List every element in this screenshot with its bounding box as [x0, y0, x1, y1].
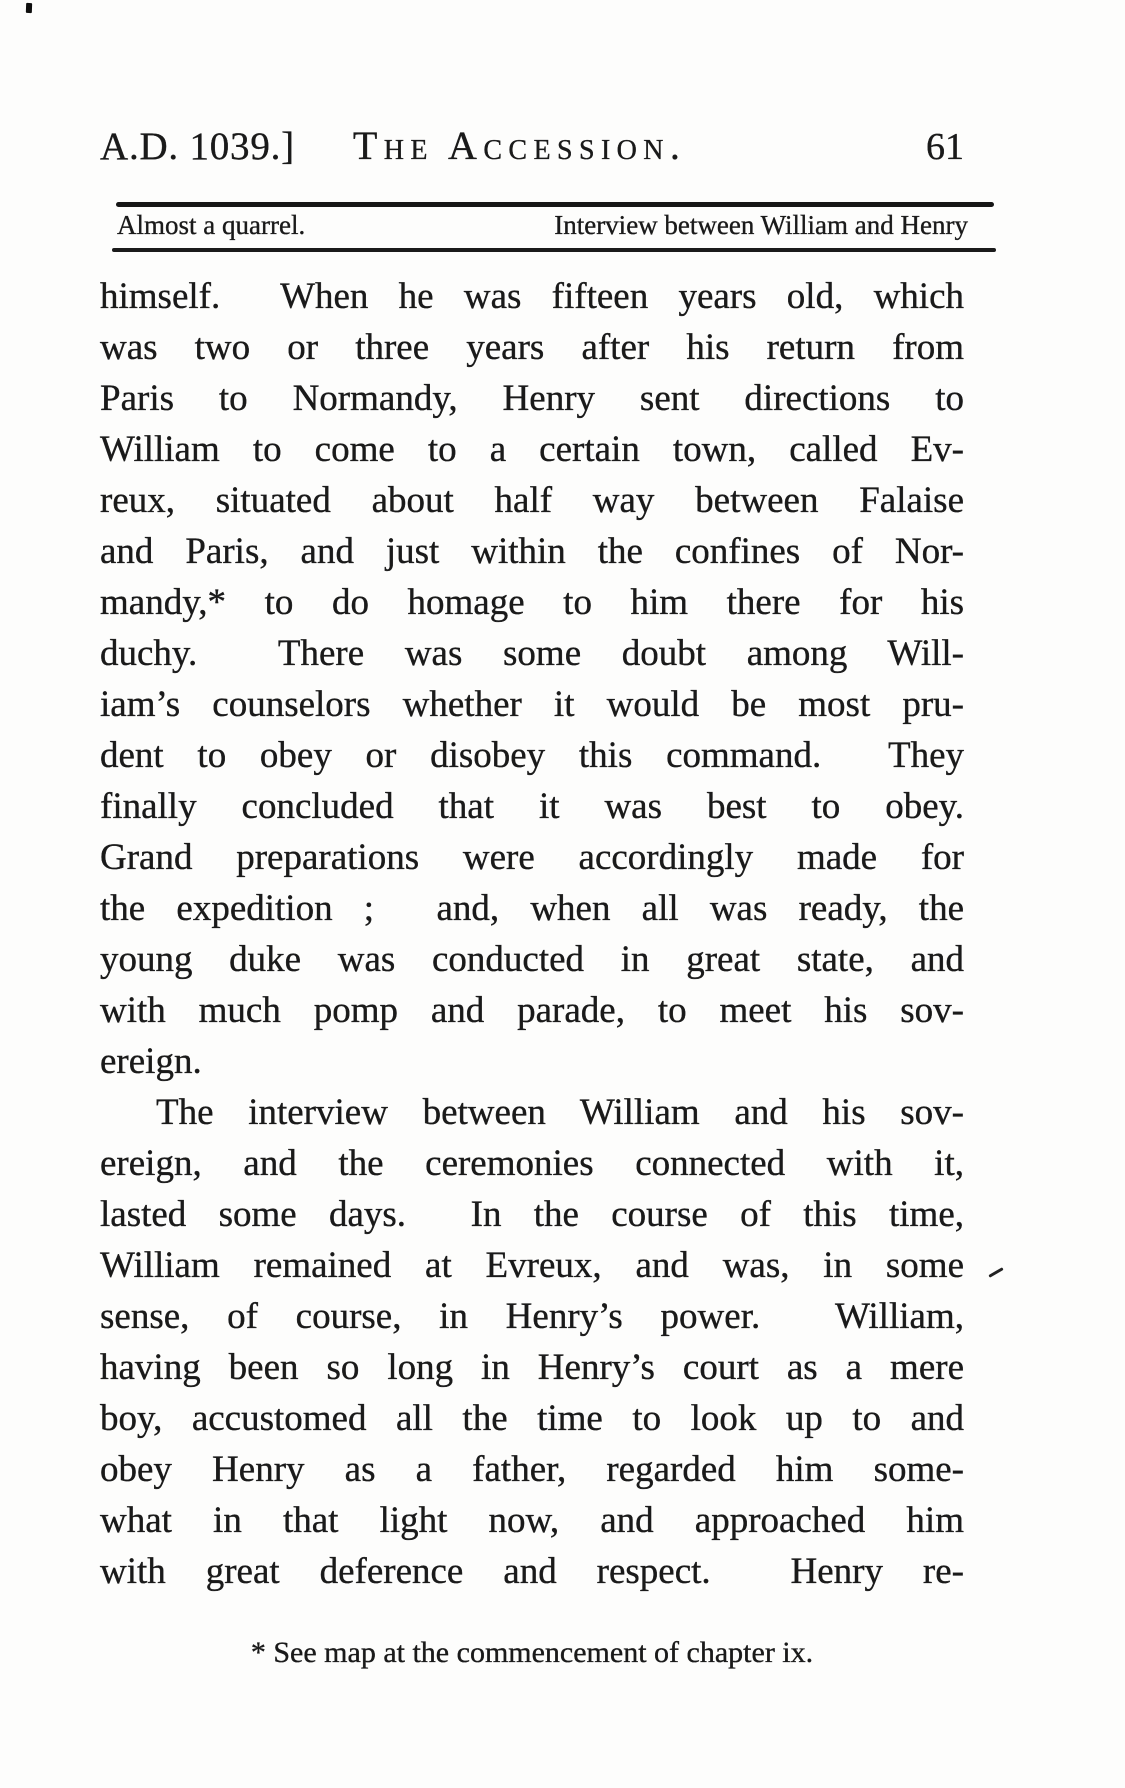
text-line: ereign, and the ceremonies connected with it,	[100, 1143, 964, 1184]
text-line: sense, of course, in Henry’s power. William,	[100, 1296, 964, 1337]
text-line: obey Henry as a father, regarded him some-	[100, 1449, 964, 1490]
text-line: The interview between William and his sov-	[156, 1092, 964, 1133]
body-text	[100, 271, 964, 1597]
page-number: 61	[926, 126, 964, 168]
text-line: boy, accustomed all the time to look up to and	[100, 1398, 964, 1439]
text-line: himself. When he was fifteen years old, which	[100, 276, 964, 317]
text-line: was two or three years after his return from	[100, 327, 964, 368]
text-line: William to come to a certain town, called Ev-	[100, 429, 964, 470]
text-line: the expedition ; and, when all was ready, the	[100, 888, 964, 929]
running-head-left: Almost a quarrel.	[117, 210, 306, 240]
running-head	[117, 210, 968, 241]
text-line: iam’s counselors whether it would be most pru-	[100, 684, 964, 725]
stray-ink-mark-top-left	[26, 3, 32, 13]
text-line: Paris to Normandy, Henry sent directions to	[100, 378, 964, 419]
text-line: Grand preparations were accordingly made for	[100, 837, 964, 878]
text-line: with great deference and respect. Henry re-	[100, 1551, 964, 1592]
text-line: finally concluded that it was best to obey.	[100, 786, 964, 827]
page-title: The Accession.	[352, 123, 687, 168]
page-header	[100, 122, 964, 169]
header-rule-top	[116, 202, 994, 207]
text-line: young duke was conducted in great state, and	[100, 939, 964, 980]
text-line: duchy. There was some doubt among Will-	[100, 633, 964, 674]
footnote: * See map at the commencement of chapter ix.	[250, 1636, 814, 1669]
text-line: having been so long in Henry’s court as a mere	[100, 1347, 964, 1388]
running-head-right: Interview between William and Henry	[554, 210, 968, 240]
text-line: what in that light now, and approached him	[100, 1500, 964, 1541]
text-line: William remained at Evreux, and was, in some	[100, 1245, 964, 1286]
header-rule-bottom	[112, 248, 996, 252]
text-line: ereign.	[100, 1041, 202, 1082]
text-line: lasted some days. In the course of this time,	[100, 1194, 964, 1235]
date-label: A.D. 1039.]	[100, 125, 295, 168]
text-line: with much pomp and parade, to meet his sov-	[100, 990, 964, 1031]
text-line: mandy,* to do homage to him there for his	[100, 582, 964, 623]
text-line: reux, situated about half way between Falaise	[100, 480, 964, 521]
text-line: dent to obey or disobey this command. They	[100, 735, 964, 776]
text-line: and Paris, and just within the confines of Nor-	[100, 531, 964, 572]
stray-ink-mark-right-margin	[988, 1267, 1003, 1278]
